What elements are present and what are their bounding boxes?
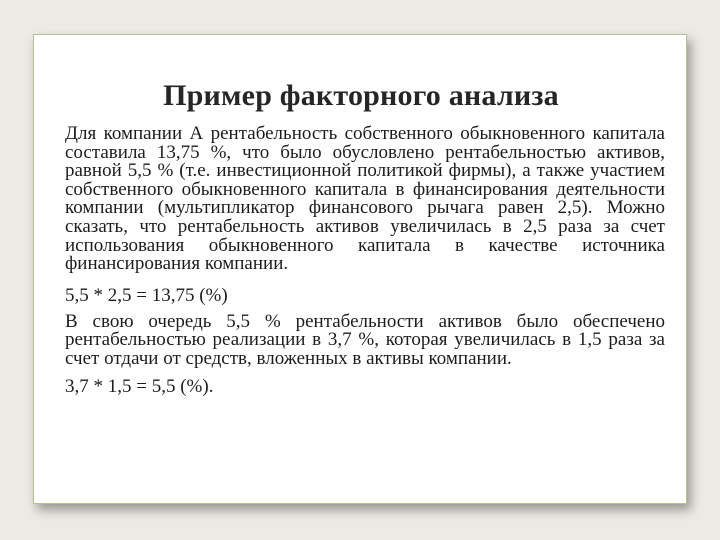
- formula-2: 3,7 * 1,5 = 5,5 (%).: [65, 375, 214, 397]
- slide-body: [65, 125, 665, 396]
- slide-title: Пример факторного анализа: [163, 79, 559, 112]
- slide-frame: [33, 34, 687, 504]
- paragraph-1: Для компании А рентабельность собственного обыкновенного капитала составила 13,75 %, что было обусловлено рентабельностью активов, равной 5,5 % (т.е. инвестиционной политикой фирмы), а также участием собственного обыкновенного капитала в финансирования деятельности компании (мультипликатор финансового рычага равен 2,5). Можно сказать, что рентабельность активов увеличилась в 2,5 раза за счет использования обыкновенного капитала в качестве источника финансирования компании.: [65, 123, 665, 275]
- paragraph-2: В свою очередь 5,5 % рентабельности активов было обеспечено рентабельностью реализации в 3,7 %, которая увеличилась в 1,5 раза за счет отдачи от средств, вложенных в активы компании.: [65, 310, 665, 369]
- formula-1: 5,5 * 2,5 = 13,75 (%): [65, 284, 228, 306]
